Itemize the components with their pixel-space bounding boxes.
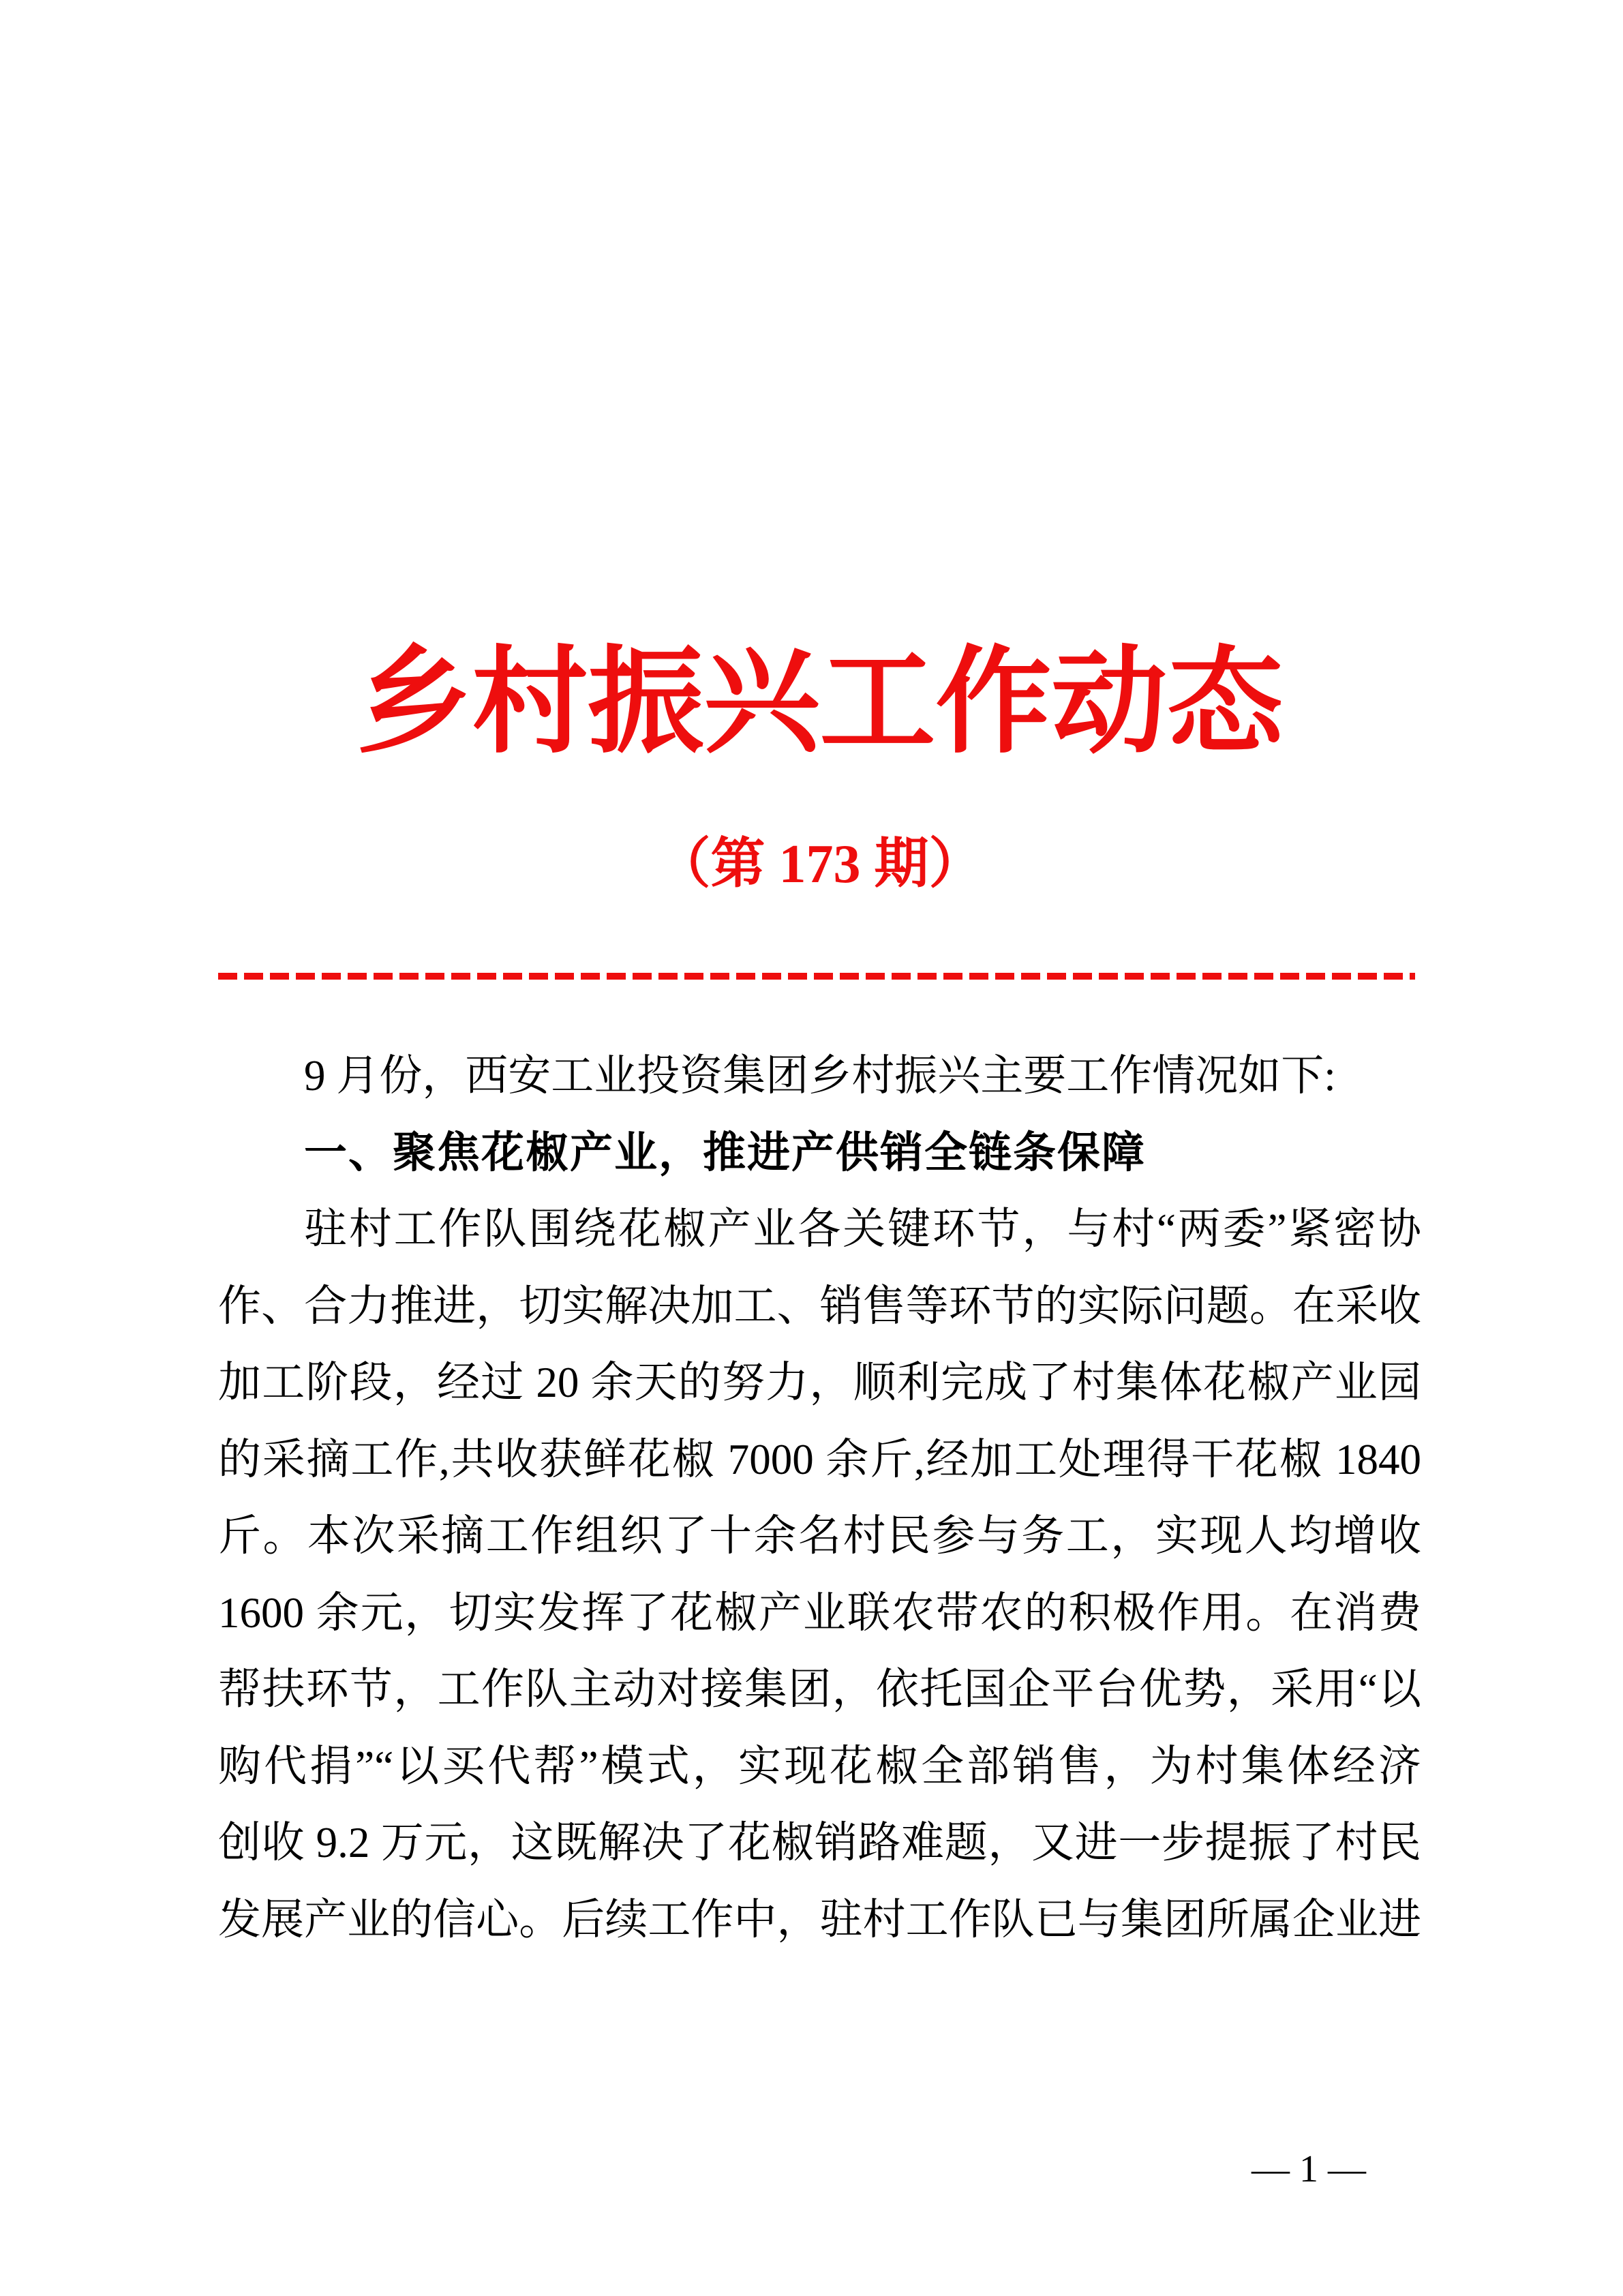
body-line: 斤。本次采摘工作组织了十余名村民参与务工，实现人均增收 [218, 1512, 1421, 1560]
body-line: 帮扶环节，工作队主动对接集团，依托国企平台优势，采用“以 [218, 1665, 1421, 1713]
section-heading: 一、聚焦花椒产业，推进产供销全链条保障 [304, 1128, 1146, 1177]
body-line: 的采摘工作,共收获鲜花椒 7000 余斤,经加工处理得干花椒 1840 [218, 1435, 1421, 1483]
intro-paragraph: 9 月份，西安工业投资集团乡村振兴主要工作情况如下: [304, 1052, 1336, 1100]
masthead-issue-number: （第 173 期） [656, 834, 984, 894]
page-number: — 1 — [1252, 2148, 1366, 2190]
body-line: 购代捐”“以买代帮”模式，实现花椒全部销售，为村集体经济 [218, 1742, 1421, 1790]
masthead-title: 乡村振兴工作动态 [356, 639, 1284, 767]
red-dashed-divider [218, 973, 1415, 980]
body-line: 加工阶段，经过 20 余天的努力，顺利完成了村集体花椒产业园 [218, 1359, 1421, 1406]
document-body [218, 1038, 1421, 1958]
body-line: 1600 余元，切实发挥了花椒产业联农带农的积极作用。在消费 [218, 1588, 1421, 1637]
body-line: 发展产业的信心。后续工作中，驻村工作队已与集团所属企业进 [218, 1895, 1421, 1944]
body-line: 作、合力推进，切实解决加工、销售等环节的实际问题。在采收 [218, 1282, 1421, 1330]
body-line: 驻村工作队围绕花椒产业各关键环节，与村“两委”紧密协 [304, 1205, 1421, 1253]
body-line: 创收 9.2 万元，这既解决了花椒销路难题，又进一步提振了村民 [218, 1819, 1421, 1867]
